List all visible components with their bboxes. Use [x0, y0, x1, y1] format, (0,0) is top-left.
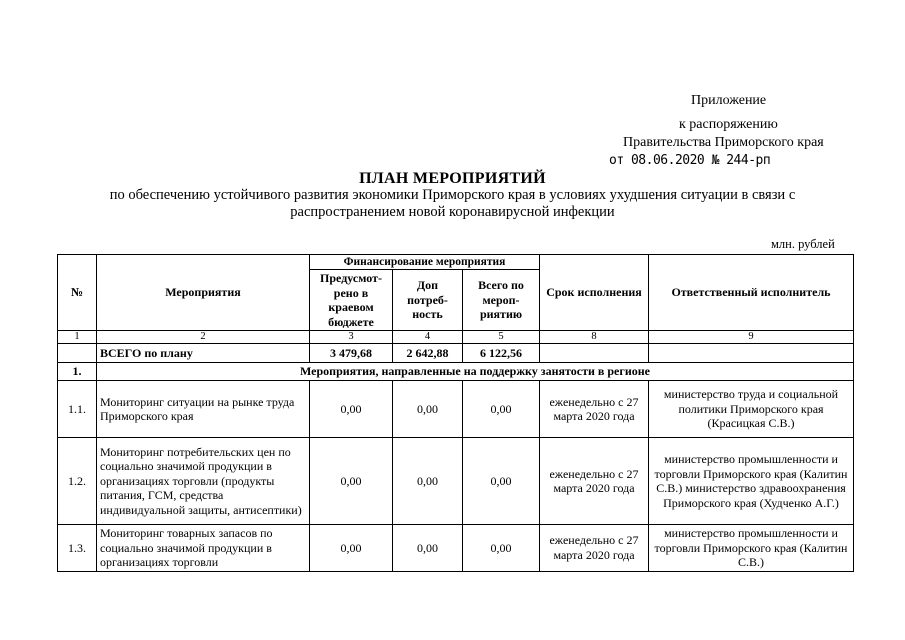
table-row — [58, 438, 854, 525]
section-num: 1. — [58, 363, 97, 381]
row-responsible: министерство труда и социальной политики Приморского края (Красицкая С.В.) — [649, 381, 854, 438]
total-label: ВСЕГО по плану — [97, 344, 310, 363]
row-total: 0,00 — [463, 381, 540, 438]
header-regional-budget: Предусмот-рено в краевом бюджете — [310, 270, 393, 331]
row-deadline: еженедельно с 27 марта 2020 года — [540, 381, 649, 438]
row-num: 1.3. — [58, 525, 97, 572]
row-num: 1.1. — [58, 381, 97, 438]
row-activity: Мониторинг ситуации на рынке труда Приморского края — [97, 381, 310, 438]
table-row — [58, 525, 854, 572]
row-activity: Мониторинг товарных запасов по социально значимой продукции в организациях торговли — [97, 525, 310, 572]
section-row — [58, 363, 854, 381]
column-number: 1 — [58, 331, 97, 344]
total-additional: 2 642,88 — [393, 344, 463, 363]
units-label: млн. рублей — [771, 237, 835, 251]
column-number: 4 — [393, 331, 463, 344]
total-total: 6 122,56 — [463, 344, 540, 363]
row-additional: 0,00 — [393, 381, 463, 438]
row-additional: 0,00 — [393, 438, 463, 525]
page-subtitle: по обеспечению устойчивого развития экономики Приморского края в условиях ухудшения ситуации в связи с распространением новой коронавирусной инфекции — [109, 187, 796, 220]
row-additional: 0,00 — [393, 525, 463, 572]
row-total: 0,00 — [463, 438, 540, 525]
header-total: Всего по мероп-риятию — [463, 270, 540, 331]
column-number: 8 — [540, 331, 649, 344]
appendix-line-2: Правительства Приморского края — [623, 135, 824, 150]
row-regional: 0,00 — [310, 438, 393, 525]
row-regional: 0,00 — [310, 525, 393, 572]
header-deadline: Срок исполнения — [540, 255, 649, 331]
row-regional: 0,00 — [310, 381, 393, 438]
row-deadline: еженедельно с 27 марта 2020 года — [540, 438, 649, 525]
column-number: 9 — [649, 331, 854, 344]
row-responsible: министерство промышленности и торговли Приморского края (Калитин С.В.) министерство здравоохранения Приморского края (Худченко А.Г.) — [649, 438, 854, 525]
column-numbers-row — [58, 331, 854, 344]
column-number: 5 — [463, 331, 540, 344]
header-num: № — [58, 255, 97, 331]
page-title: ПЛАН МЕРОПРИЯТИЙ — [359, 170, 546, 187]
row-activity: Мониторинг потребительских цен по социально значимой продукции в организациях торговли (продукты питания, ГСМ, средства индивидуальной защиты, антисептики) — [97, 438, 310, 525]
header-financing: Финансирование мероприятия — [310, 255, 540, 270]
plan-table — [57, 254, 854, 572]
row-deadline: еженедельно с 27 марта 2020 года — [540, 525, 649, 572]
row-responsible: министерство промышленности и торговли Приморского края (Калитин С.В.) — [649, 525, 854, 572]
header-activity: Мероприятия — [97, 255, 310, 331]
column-number: 2 — [97, 331, 310, 344]
appendix-line-1: к распоряжению — [679, 117, 778, 132]
column-number: 3 — [310, 331, 393, 344]
header-responsible: Ответственный исполнитель — [649, 255, 854, 331]
section-title: Мероприятия, направленные на поддержку занятости в регионе — [97, 363, 854, 381]
document-stamp: от 08.06.2020 № 244-рп — [609, 153, 771, 168]
header-additional: Доп потреб-ность — [393, 270, 463, 331]
row-total: 0,00 — [463, 525, 540, 572]
total-regional: 3 479,68 — [310, 344, 393, 363]
total-row — [58, 344, 854, 363]
table-row — [58, 381, 854, 438]
row-num: 1.2. — [58, 438, 97, 525]
appendix-title: Приложение — [691, 93, 767, 108]
